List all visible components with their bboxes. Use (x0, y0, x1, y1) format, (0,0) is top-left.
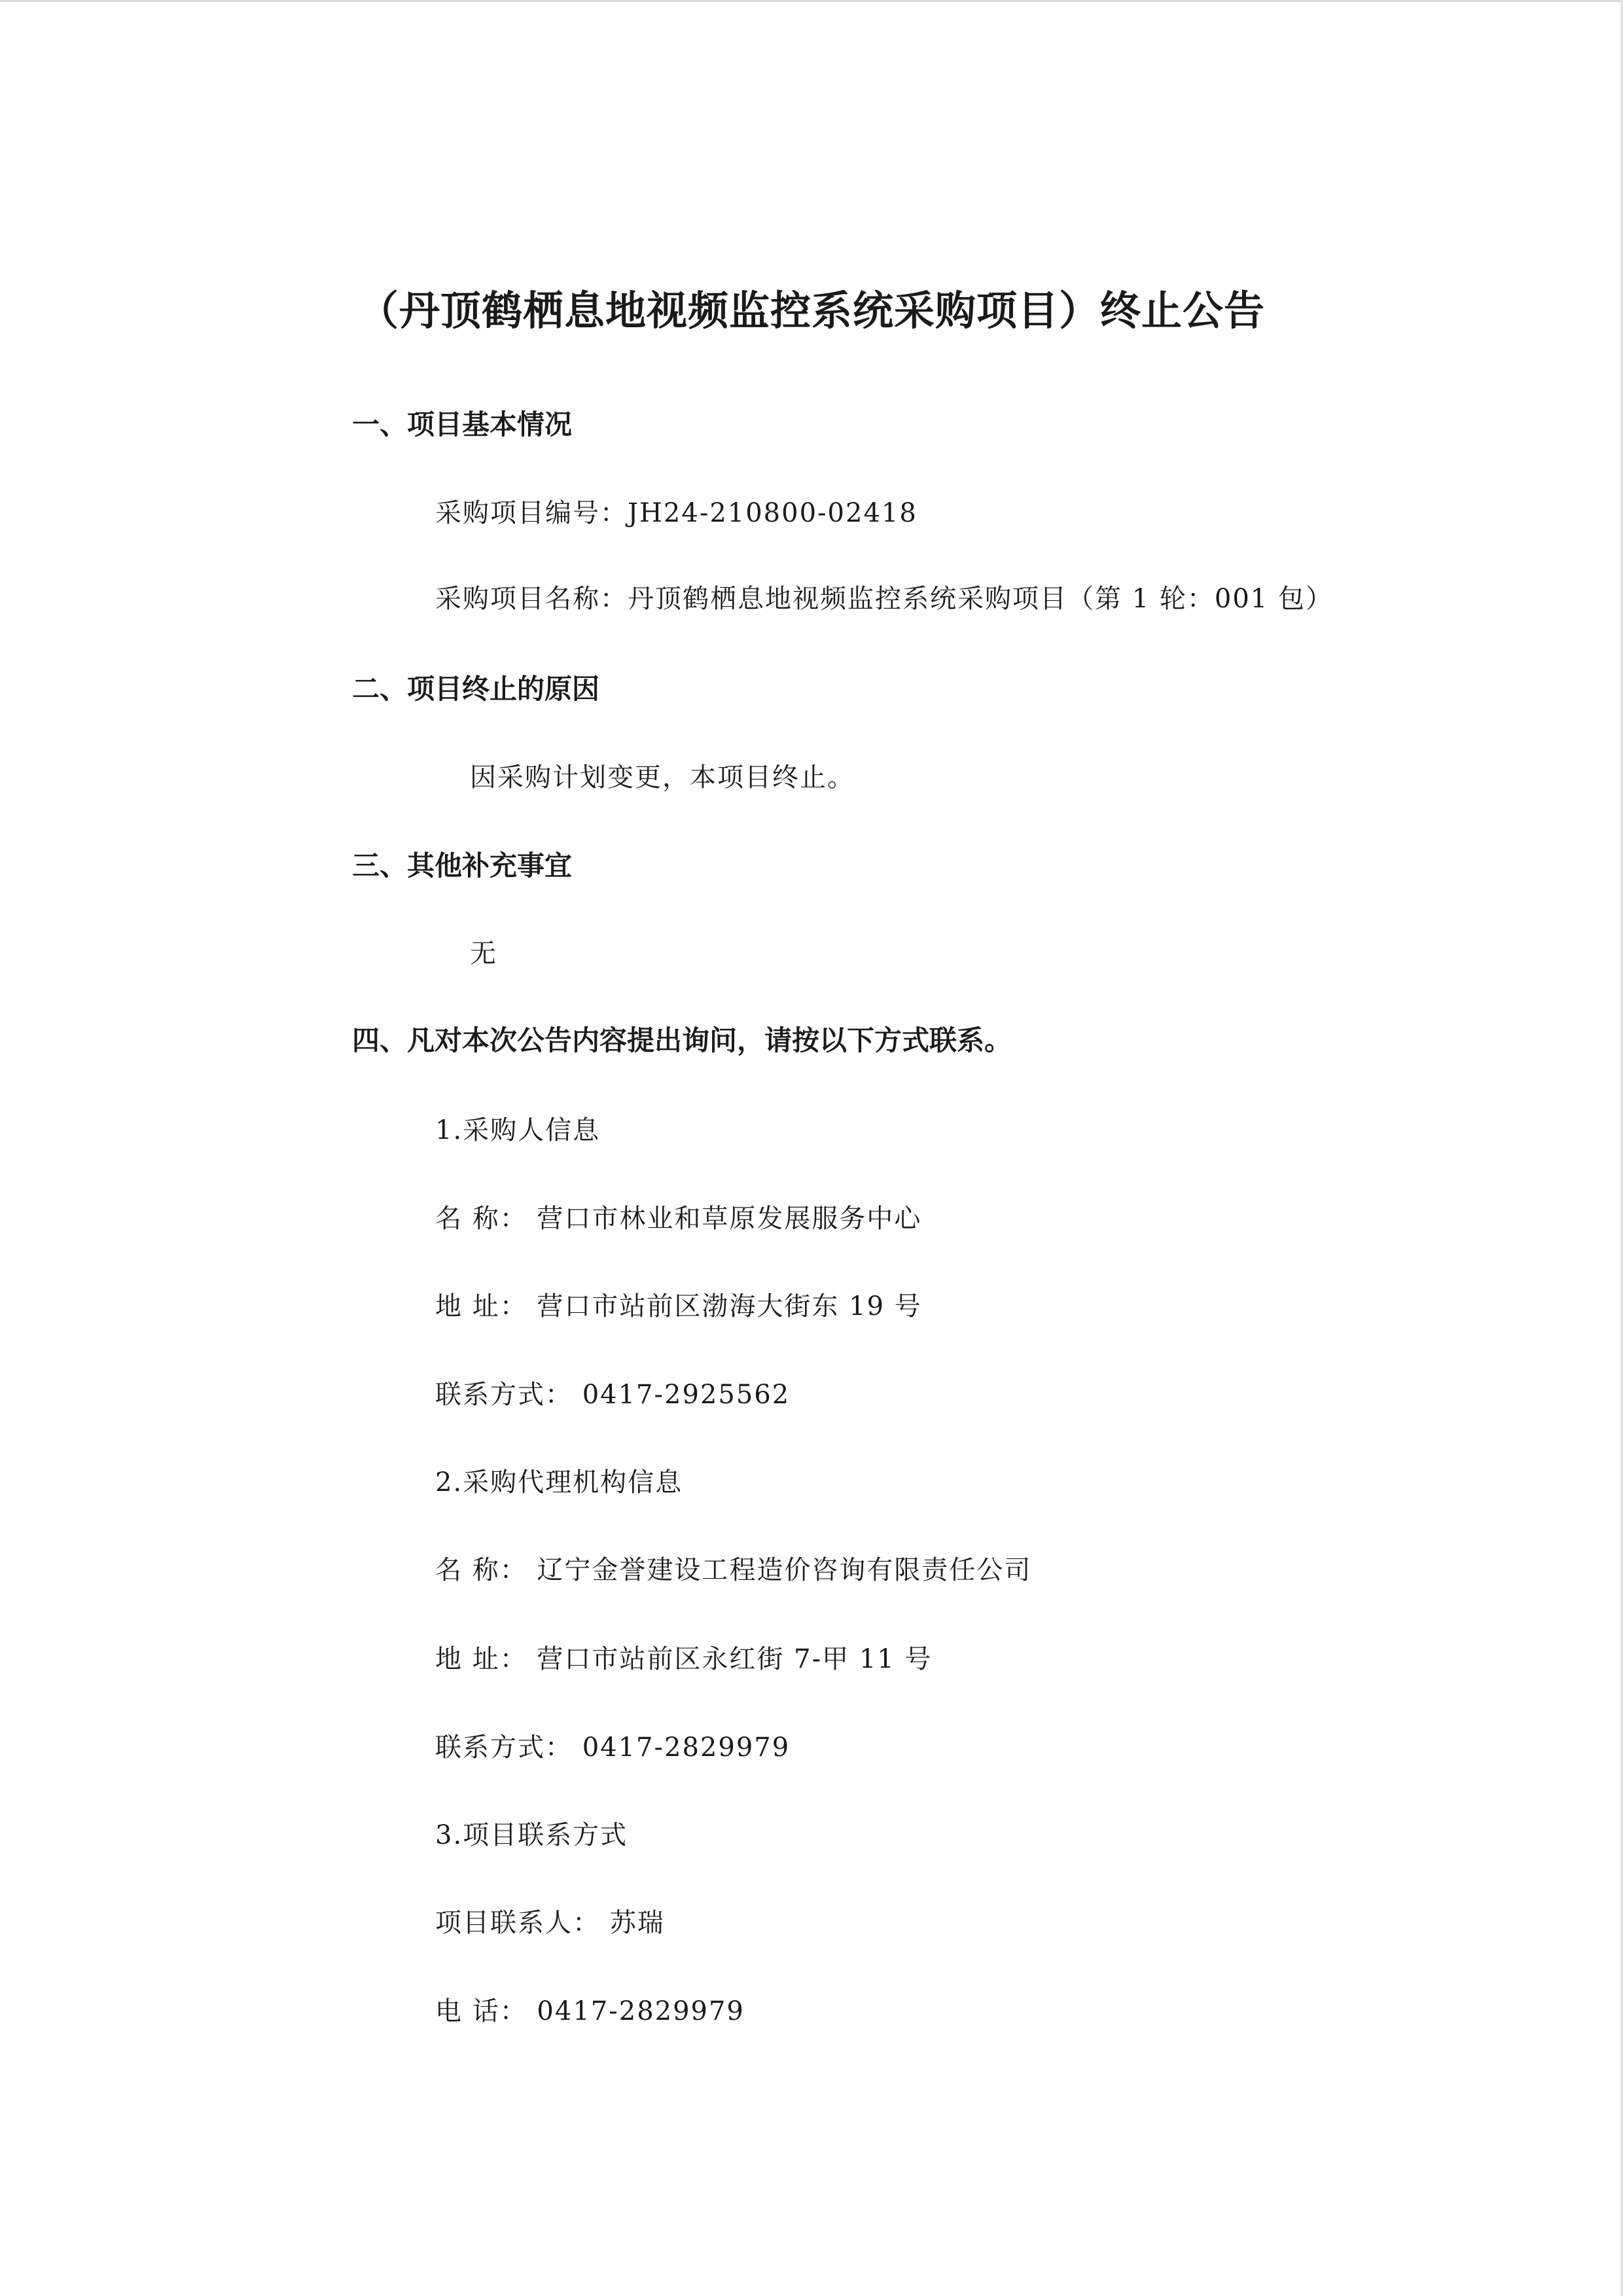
section-heading-contact: 四、凡对本次公告内容提出询问，请按以下方式联系。 (352, 1024, 1012, 1056)
project-contact-person: 项目联系人： 苏瑞 (435, 1908, 665, 1938)
termination-reason-text: 因采购计划变更，本项目终止。 (470, 762, 855, 793)
scan-edge-right (1620, 0, 1623, 2296)
section-heading-basic-info: 一、项目基本情况 (352, 408, 573, 440)
project-contact-phone: 电 话： 0417-2829979 (435, 1996, 745, 2026)
project-name: 采购项目名称：丹顶鹤栖息地视频监控系统采购项目（第 1 轮：001 包） (435, 584, 1333, 614)
section-heading-supplementary: 三、其他补充事宜 (352, 850, 573, 882)
agency-address: 地 址： 营口市站前区永红街 7-甲 11 号 (435, 1644, 933, 1674)
agency-phone: 联系方式： 0417-2829979 (435, 1732, 791, 1763)
agency-name: 名 称： 辽宁金誉建设工程造价咨询有限责任公司 (435, 1555, 1032, 1585)
project-contact-label: 3.项目联系方式 (435, 1820, 628, 1850)
purchaser-address: 地 址： 营口市站前区渤海大街东 19 号 (435, 1291, 922, 1321)
purchaser-info-label: 1.采购人信息 (435, 1115, 601, 1145)
scan-edge-top (0, 0, 1623, 2)
page-title: （丹顶鹤栖息地视频监控系统采购项目）终止公告 (357, 287, 1265, 334)
project-number: 采购项目编号：JH24-210800-02418 (435, 498, 918, 528)
purchaser-name: 名 称： 营口市林业和草原发展服务中心 (435, 1204, 922, 1234)
purchaser-phone: 联系方式： 0417-2925562 (435, 1380, 791, 1410)
supplementary-text: 无 (470, 939, 497, 969)
agency-info-label: 2.采购代理机构信息 (435, 1467, 683, 1498)
section-heading-termination-reason: 二、项目终止的原因 (352, 673, 600, 705)
